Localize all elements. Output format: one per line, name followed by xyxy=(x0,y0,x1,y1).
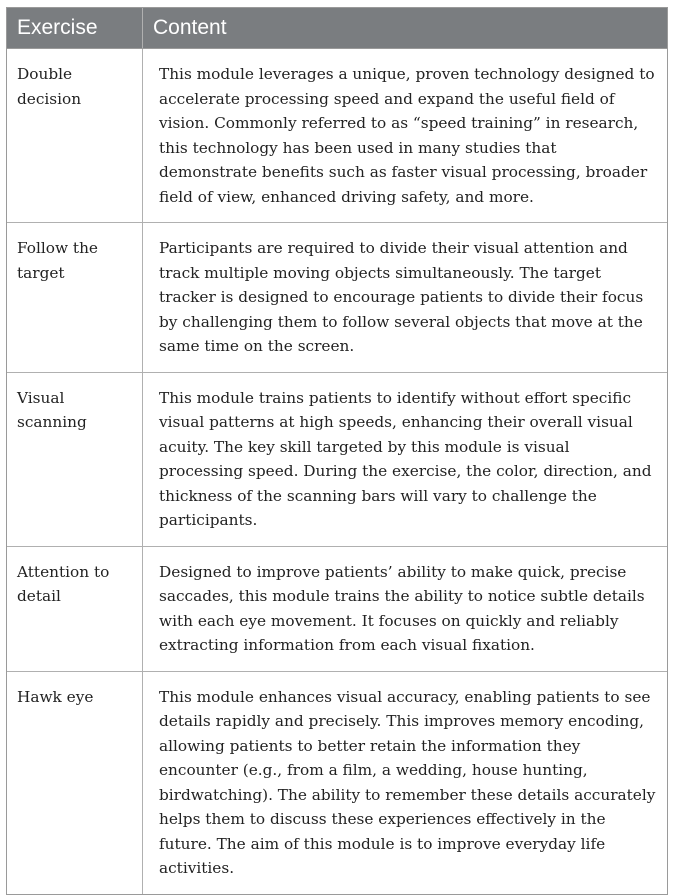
content-cell: This module leverages a unique, proven technology designed to accelerate processing speed and expand the useful field of vision. Commonly referred to as “speed training” in research, this technology has been used in many studies that demonstrate benefits such as faster visual processing, broader field of view, enhanced driving safety, and more. xyxy=(159,65,655,206)
content-cell: Designed to improve patients’ ability to make quick, precise saccades, this module trains the ability to notice subtle details with each eye movement. It focuses on quickly and reliably extracting information from each visual fixation. xyxy=(159,562,645,654)
table-row xyxy=(7,49,667,223)
content-cell: This module enhances visual accuracy, enabling patients to see details rapidly and precisely. This improves memory encoding, allowing patients to better retain the information they encounter (e.g., from a film, a wedding, house hunting, birdwatching). The ability to remember these details accurately helps them to discuss these experiences effectively in the future. The aim of this module is to improve everyday life activities. xyxy=(159,687,656,877)
content-cell: Participants are required to divide their visual attention and track multiple moving objects simultaneously. The target tracker is designed to encourage patients to divide their focus by challenging them to follow several objects that move at the same time on the screen. xyxy=(159,239,644,355)
table-header xyxy=(7,8,667,49)
exercise-cell: Double decision xyxy=(7,49,143,222)
header-content: Content xyxy=(153,16,227,39)
exercise-table xyxy=(6,7,668,895)
table-row xyxy=(7,373,667,547)
exercise-cell: Attention to detail xyxy=(7,547,143,671)
table-row xyxy=(7,547,667,672)
exercise-cell: Hawk eye xyxy=(7,672,143,894)
table-row xyxy=(7,672,667,894)
table-row xyxy=(7,223,667,373)
header-exercise: Exercise xyxy=(7,8,143,48)
exercise-cell: Visual scanning xyxy=(7,373,143,546)
exercise-cell: Follow the target xyxy=(7,223,143,372)
content-cell: This module trains patients to identify without effort specific visual patterns at high speeds, enhancing their overall visual acuity. The key skill targeted by this module is visual processing speed. During the exercise, the color, direction, and thickness of the scanning bars will vary to challenge the participants. xyxy=(159,388,652,529)
